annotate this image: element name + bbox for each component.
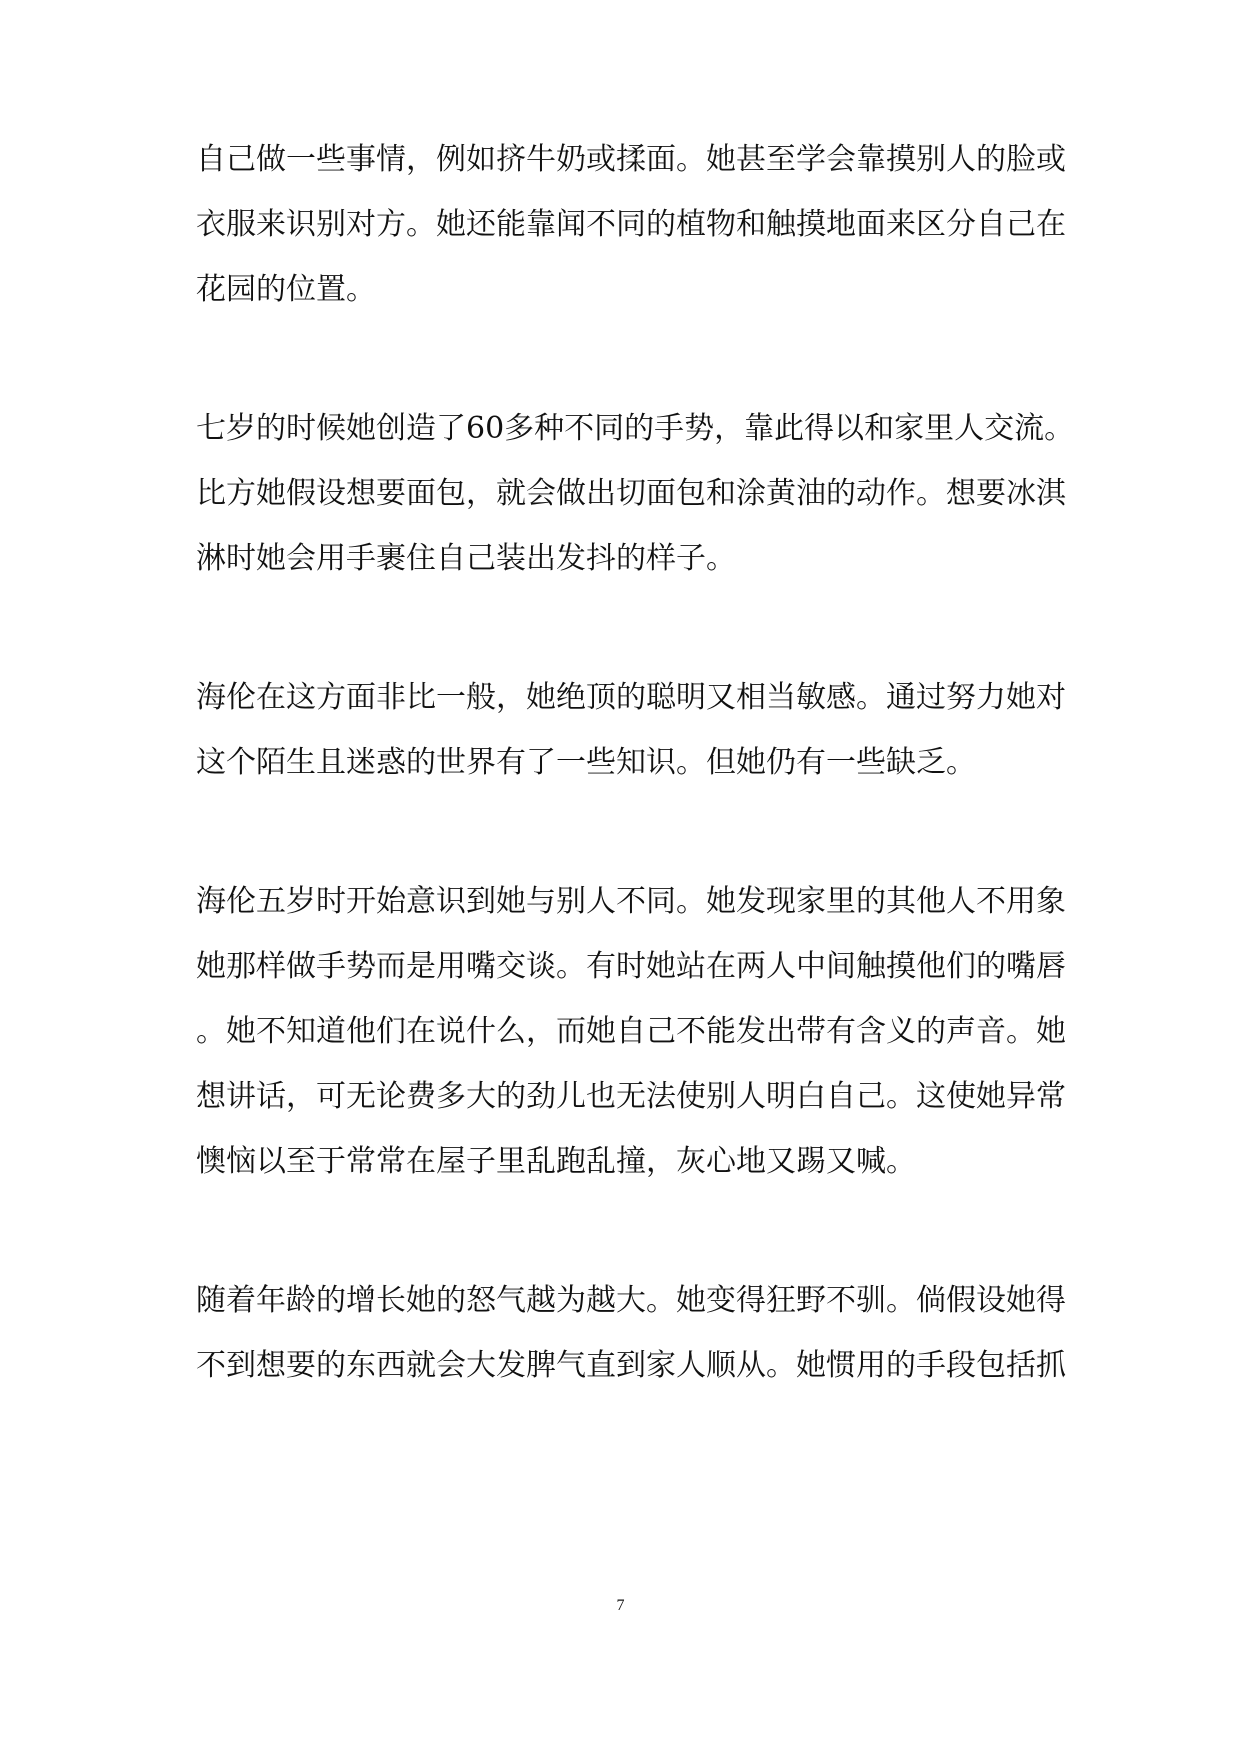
- text-line: 七岁的时候她创造了60多种不同的手势，靠此得以和家里人交流。: [196, 411, 1075, 446]
- text-line: 她那样做手势而是用嘴交谈。有时她站在两人中间触摸他们的嘴唇: [196, 949, 1066, 984]
- text-line: 想讲话，可无论费多大的劲儿也无法使别人明白自己。这使她异常: [196, 1079, 1066, 1114]
- text-line: 衣服来识别对方。她还能靠闻不同的植物和触摸地面来区分自己在: [196, 207, 1066, 242]
- text-line: 自己做一些事情，例如挤牛奶或揉面。她甚至学会靠摸别人的脸或: [196, 142, 1066, 177]
- text-line: 随着年龄的增长她的怒气越为越大。她变得狂野不驯。倘假设她得: [196, 1283, 1066, 1318]
- text-line: 比方她假设想要面包，就会做出切面包和涂黄油的动作。想要冰淇: [196, 476, 1066, 511]
- text-line: 不到想要的东西就会大发脾气直到家人顺从。她惯用的手段包括抓: [196, 1348, 1066, 1383]
- text-line: 花园的位置。: [196, 272, 376, 307]
- text-line: 淋时她会用手裹住自己装出发抖的样子。: [196, 541, 736, 576]
- text-line: 海伦在这方面非比一般，她绝顶的聪明又相当敏感。通过努力她对: [196, 680, 1066, 715]
- text-line: 这个陌生且迷惑的世界有了一些知识。但她仍有一些缺乏。: [196, 745, 976, 780]
- page-number: 7: [616, 1597, 625, 1614]
- text-line: 海伦五岁时开始意识到她与别人不同。她发现家里的其他人不用象: [196, 884, 1066, 919]
- text-line: 。她不知道他们在说什么，而她自己不能发出带有含义的声音。她: [196, 1014, 1066, 1049]
- text-line: 懊恼以至于常常在屋子里乱跑乱撞，灰心地又踢又喊。: [196, 1144, 916, 1179]
